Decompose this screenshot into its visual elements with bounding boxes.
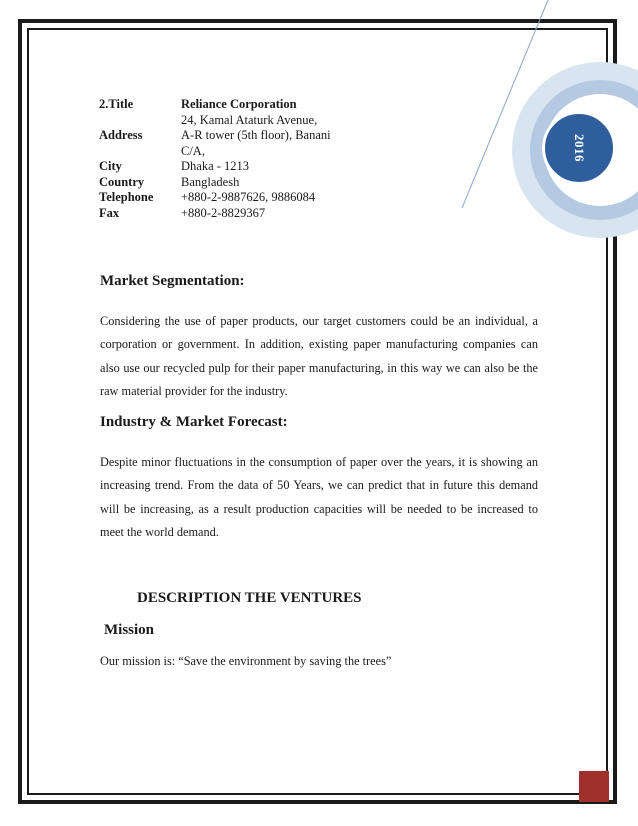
year-badge	[542, 111, 616, 185]
info-label: Fax	[99, 205, 120, 220]
info-label: 2.Title	[99, 97, 134, 111]
info-value: Reliance Corporation	[181, 97, 297, 111]
info-label: Telephone	[99, 190, 154, 204]
info-row-city	[99, 159, 351, 175]
info-row-address-line3	[99, 144, 351, 160]
info-row-address	[99, 128, 351, 144]
info-value: +880-2-8829367	[181, 205, 266, 220]
info-row-fax	[99, 206, 351, 222]
info-value: Bangladesh	[181, 174, 240, 189]
info-value-address-line1: 24, Kamal Ataturk Avenue,	[181, 112, 318, 127]
market-segmentation-paragraph: Considering the use of paper products, our target customers could be an individual, a corporation or government. In addition, existing paper manufacturing companies can also use our recycled pulp for their paper manufacturing, in this way we can also be the raw material provider for the industry.	[100, 314, 538, 398]
info-row-address-line1	[99, 113, 351, 129]
year-label: 2016	[572, 134, 587, 162]
info-label: Country	[99, 174, 145, 189]
info-label: City	[99, 159, 122, 173]
ventures-title: DESCRIPTION THE VENTURES	[137, 590, 362, 606]
forecast-paragraph: Despite minor fluctuations in the consumption of paper over the years, it is showing an increasing trend. From the data of 50 Years, we can predict that in future this demand will be increasing, as a result production capacities will be needed to be increased to meet the world demand.	[100, 455, 538, 539]
info-row-title	[99, 97, 351, 113]
market-segmentation-heading: Market Segmentation:	[100, 273, 245, 289]
info-value-address-line3: C/A,	[181, 143, 205, 158]
info-row-country	[99, 175, 351, 191]
info-label: Address	[99, 128, 143, 142]
info-value: +880-2-9887626, 9886084	[181, 190, 316, 204]
info-value: Dhaka - 1213	[181, 159, 250, 173]
mission-text: Our mission is: “Save the environment by saving the trees”	[100, 654, 392, 668]
forecast-heading: Industry & Market Forecast:	[100, 414, 288, 430]
mission-heading: Mission	[104, 622, 155, 638]
info-value-address-line2: A-R tower (5th floor), Banani	[181, 128, 331, 142]
company-info-table	[99, 97, 351, 221]
page-number-box	[579, 771, 609, 802]
info-row-telephone	[99, 190, 351, 206]
